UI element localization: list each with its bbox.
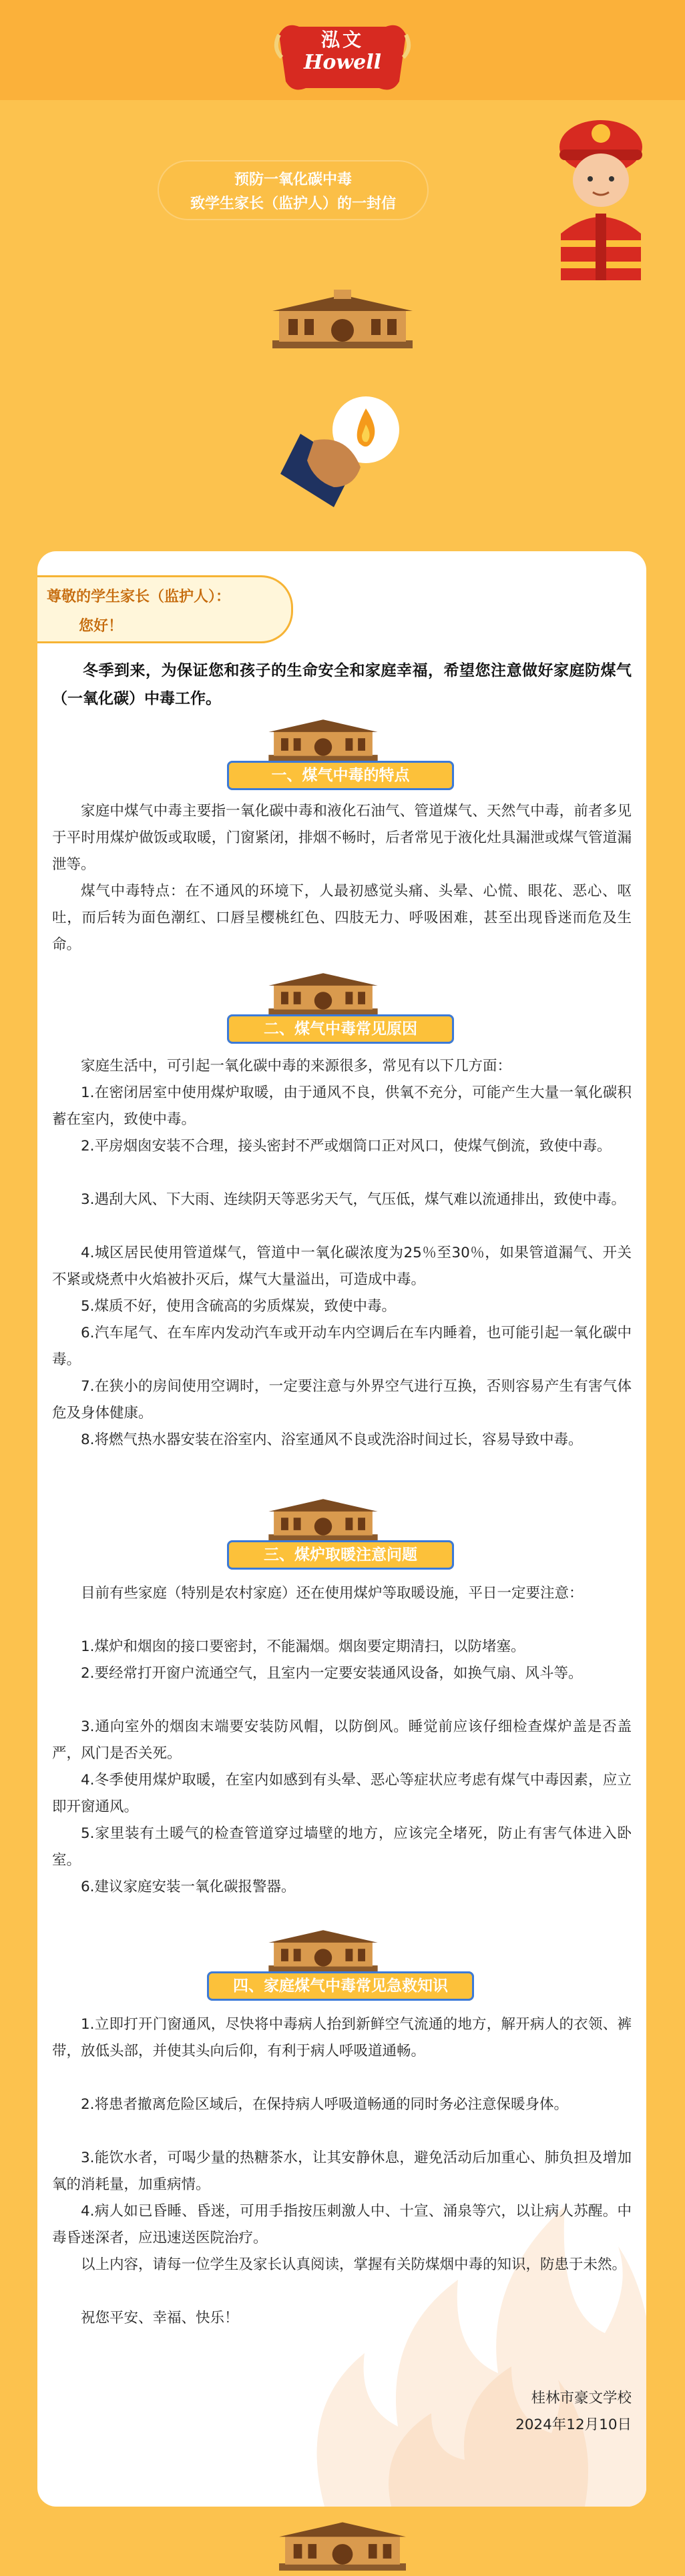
building-icon: [272, 290, 413, 352]
building-icon: [266, 715, 380, 765]
building-icon: [266, 969, 380, 1018]
section-title-2: 二、煤气中毒常见原因: [227, 1014, 454, 1044]
section-4-paragraph: 2.将患者撤离危险区域后，在保持病人呼吸道畅通的同时务必注意保暖身体。: [81, 2096, 569, 2113]
firefighter-illustration: [547, 107, 654, 280]
section-3-paragraph: 4.冬季使用煤炉取暖，在室内如感到有头晕、恶心等症状应考虑有煤气中毒因素，应立即开窗通风。: [52, 1772, 632, 1815]
building-icon: [266, 1926, 380, 1975]
section-1-paragraph: 家庭中煤气中毒主要指一氧化碳中毒和液化石油气、管道煤气、天然气中毒，前者多见于平时用煤炉做饭或取暖，门窗紧闭，排烟不畅时，后者常见于液化灶具漏泄或煤气管道漏泄等。: [52, 803, 632, 873]
section-3-paragraph: 5.家里装有土暖气的检查管道穿过墙壁的地方，应该完全堵死，防止有害气体进入卧室。: [52, 1825, 632, 1869]
section-2-paragraph: 8.将燃气热水器安装在浴室内、浴室通风不良或洗浴时间过长，容易导致中毒。: [81, 1431, 583, 1448]
intro-paragraph: 冬季到来，为保证您和孩子的生命安全和家庭幸福，希望您注意做好家庭防煤气（一氧化碳）中毒工作。: [52, 662, 632, 707]
section-title-3: 三、煤炉取暖注意问题: [227, 1540, 454, 1570]
logo-brand: Howell: [303, 51, 382, 74]
greeting-line-1: 尊敬的学生家长（监护人）：: [47, 589, 231, 605]
letter-card: [37, 551, 646, 2507]
section-3-paragraph: 2.要经常打开窗户流通空气，且室内一定要安装通风设备，如换气扇、风斗等。: [81, 1665, 583, 1682]
section-4-paragraph: 4.病人如已昏睡、昏迷，可用手指按压刺激人中、十宣、涌泉等穴，以让病人苏醒。中毒昏迷深者，应迅速送医院治疗。: [52, 2203, 632, 2246]
section-4-paragraph: 3.能饮水者，可喝少量的热糖茶水，让其安静休息，避免活动后加重心、肺负担及增加氧的消耗量，加重病情。: [52, 2150, 632, 2193]
section-4-paragraph: 1.立即打开门窗通风，尽快将中毒病人抬到新鲜空气流通的地方，解开病人的衣领、裤带，放低头部，并使其头向后仰，有利于病人呼吸道通畅。: [52, 2016, 632, 2059]
header-line-2: 致学生家长（监护人）的一封信: [190, 196, 396, 212]
section-4-paragraph: 以上内容，请每一位学生及家长认真阅读，掌握有关防煤烟中毒的知识，防患于未然。: [81, 2256, 627, 2273]
section-3-paragraph: 目前有些家庭（特别是农村家庭）还在使用煤炉等取暖设施，平日一定要注意：: [81, 1585, 584, 1602]
hand-fire-icon: [274, 394, 407, 514]
greeting-banner: [37, 575, 293, 643]
section-3-paragraph: 3.通向室外的烟囱末端要安装防风帽，以防倒风。睡觉前应该仔细检查煤炉盖是否盖严，风门是否关死。: [52, 1718, 632, 1762]
header-line-1: 预防一氧化碳中毒: [234, 172, 352, 188]
section-2-paragraph: 5.煤质不好，使用含硫高的劣质煤炭，致使中毒。: [81, 1298, 397, 1315]
logo-chinese: 泓文: [320, 29, 364, 51]
section-title-1: 一、煤气中毒的特点: [227, 761, 454, 790]
section-2-paragraph: 1.在密闭居室中使用煤炉取暖，由于通风不良，供氧不充分，可能产生大量一氧化碳积蓄在室内，致使中毒。: [52, 1084, 632, 1128]
section-2-paragraph: 家庭生活中，可引起一氧化碳中毒的来源很多，常见有以下几方面：: [81, 1058, 512, 1074]
howell-logo: [272, 21, 413, 95]
signature-school: 桂林市豪文学校: [531, 2390, 632, 2406]
section-2-paragraph: 7.在狭小的房间使用空调时，一定要注意与外界空气进行互换，否则容易产生有害气体危及身体健康。: [52, 1378, 632, 1421]
greeting-line-2: 您好！: [79, 618, 124, 635]
section-2-paragraph: 4.城区居民使用管道煤气，管道中一氧化碳浓度为25％至30％，如果管道漏气、开关不紧或烧煮中火焰被扑灭后，煤气大量溢出，可造成中毒。: [52, 1245, 632, 1288]
building-icon: [279, 2516, 406, 2576]
section-2-paragraph: 6.汽车尾气、在车库内发动汽车或开动车内空调后在车内睡着，也可能引起一氧化碳中毒。: [52, 1325, 632, 1368]
signature-date: 2024年12月10日: [515, 2417, 632, 2433]
building-icon: [266, 1495, 380, 1544]
section-2-paragraph: 2.平房烟囱安装不合理，接头密封不严或烟筒口正对风口，使煤气倒流，致使中毒。: [81, 1138, 612, 1155]
section-3-paragraph: 1.煤炉和烟囱的接口要密封，不能漏烟。烟囱要定期清扫，以防堵塞。: [81, 1638, 525, 1655]
section-4-paragraph: 祝您平安、幸福、快乐！: [81, 2310, 239, 2326]
section-title-4: 四、家庭煤气中毒常见急救知识: [207, 1971, 474, 2001]
section-3-paragraph: 6.建议家庭安装一氧化碳报警器。: [81, 1879, 296, 1895]
section-2-paragraph: 3.遇刮大风、下大雨、连续阴天等恶劣天气，气压低，煤气难以流通排出，致使中毒。: [81, 1191, 626, 1208]
section-1-paragraph: 煤气中毒特点：在不通风的环境下，人最初感觉头痛、头晕、心慌、眼花、恶心、呕吐，而后转为面色潮红、口唇呈樱桃红色、四肢无力、呼吸困难，甚至出现昏迷而危及生命。: [52, 883, 632, 953]
header-title-card: [158, 160, 429, 220]
